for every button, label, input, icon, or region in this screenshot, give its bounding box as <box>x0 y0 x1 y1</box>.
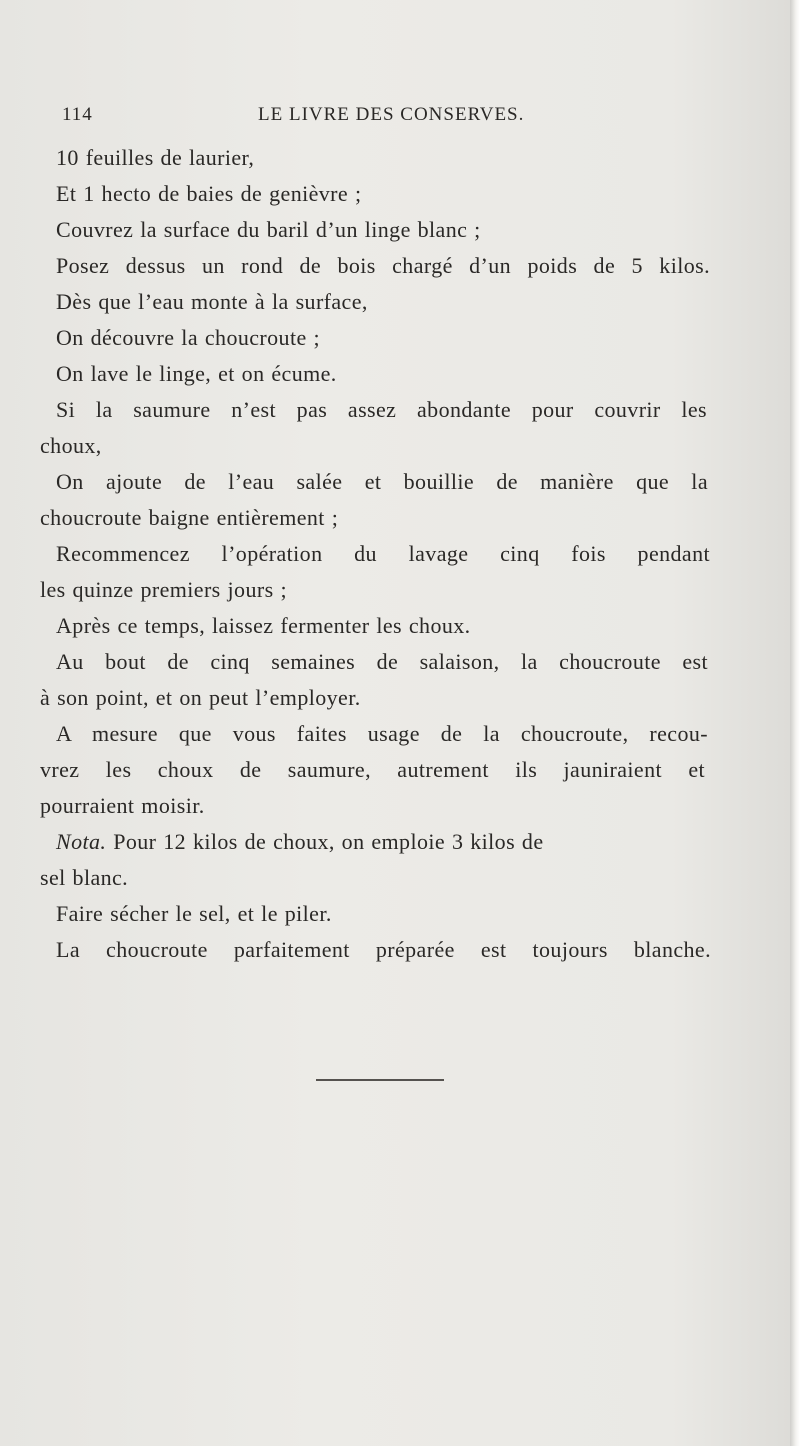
text-line: Posez dessus un rond de bois chargé d’un poids de 5 kilos. <box>56 253 710 278</box>
text-line: Recommencez l’opération du lavage cinq fois pendant <box>56 541 710 566</box>
page-header <box>62 104 532 134</box>
text-line: à son point, et on peut l’employer. <box>40 685 361 710</box>
text-line: Si la saumure n’est pas assez abondante pour couvrir les <box>56 397 707 422</box>
text-line: Dès que l’eau monte à la surface, <box>56 289 368 314</box>
text-line: A mesure que vous faites usage de la choucroute, recou- <box>56 721 708 746</box>
page-number: 114 <box>62 104 93 125</box>
text-line: choux, <box>40 433 102 458</box>
text-line: Après ce temps, laissez fermenter les choux. <box>56 613 471 638</box>
text-line: On découvre la choucroute ; <box>56 325 321 350</box>
text-line <box>56 824 544 860</box>
text-line: On ajoute de l’eau salée et bouillie de manière que la <box>56 469 708 494</box>
text-line: sel blanc. <box>40 865 129 890</box>
text-line: Au bout de cinq semaines de salaison, la choucroute est <box>56 649 708 674</box>
text-line: pourraient moisir. <box>40 793 205 818</box>
page-edge <box>790 0 800 1446</box>
nota-label: Nota. <box>56 829 107 854</box>
running-title: LE LIVRE DES CONSERVES. <box>258 104 525 125</box>
nota-text: Pour 12 kilos de choux, on emploie 3 kilos de <box>106 829 544 854</box>
text-line: les quinze premiers jours ; <box>40 577 287 602</box>
text-line: Et 1 hecto de baies de genièvre ; <box>56 181 362 206</box>
text-line: Couvrez la surface du baril d’un linge blanc ; <box>56 217 481 242</box>
text-line: Faire sécher le sel, et le piler. <box>56 901 332 926</box>
text-line: 10 feuilles de laurier, <box>56 145 255 170</box>
section-end-rule <box>316 1079 444 1081</box>
text-line: La choucroute parfaitement préparée est toujours blanche. <box>56 937 711 962</box>
text-line: choucroute baigne entièrement ; <box>40 505 339 530</box>
text-line: On lave le linge, et on écume. <box>56 361 337 386</box>
text-line: vrez les choux de saumure, autrement ils jauniraient et <box>40 757 705 782</box>
